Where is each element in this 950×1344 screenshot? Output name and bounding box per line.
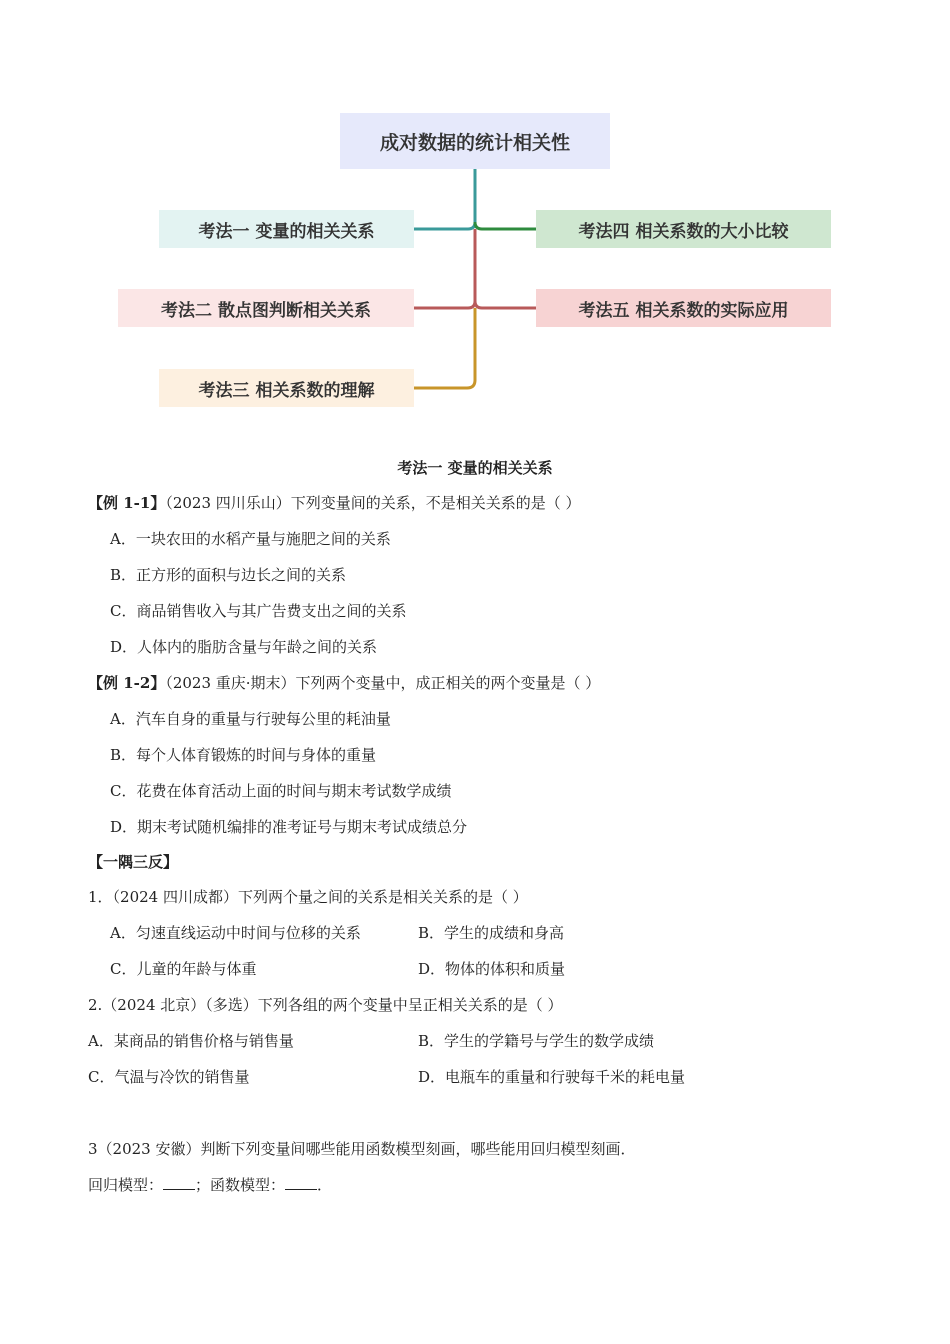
example-1-2 (88, 673, 600, 693)
function-model-label: ；函数模型： (195, 1176, 286, 1194)
example-stem: （2023 四川乐山）下列变量间的关系，不是相关关系的是（ ） (165, 494, 581, 512)
q2-option-c: C．气温与冷饮的销售量 (88, 1068, 250, 1086)
connector-branch-4 (475, 222, 536, 229)
ex1-option-b: B．正方形的面积与边长之间的关系 (110, 566, 347, 584)
connector-branch-3 (414, 308, 475, 388)
q2-option-a: A．某商品的销售价格与销售量 (88, 1032, 294, 1050)
section-title: 考法一 变量的相关关系 (397, 459, 553, 477)
ex2-option-c: C．花费在体育活动上面的时间与期末考试数学成绩 (110, 782, 452, 800)
mindmap-node-method-5: 考法五 相关系数的实际应用 (536, 289, 831, 327)
connector-branch-5 (475, 301, 536, 308)
q1-option-d: D．物体的体积和质量 (418, 960, 566, 978)
q1-option-b: B．学生的成绩和身高 (418, 924, 565, 942)
ex2-option-d: D．期末考试随机编排的准考证号与期末考试成绩总分 (110, 818, 468, 836)
regression-model-label: 回归模型： (88, 1176, 164, 1194)
example-1-1 (88, 493, 581, 513)
ex1-option-c: C．商品销售收入与其广告费支出之间的关系 (110, 602, 407, 620)
answer-line-end: ． (317, 1176, 333, 1194)
mindmap-root-node: 成对数据的统计相关性 (340, 113, 610, 169)
ex2-option-a: A．汽车自身的重量与行驶每公里的耗油量 (110, 710, 391, 728)
q1-option-a: A．匀速直线运动中时间与位移的关系 (110, 924, 361, 942)
ex2-option-b: B．每个人体育锻炼的时间与身体的重量 (110, 746, 377, 764)
function-model-blank[interactable] (285, 1175, 317, 1190)
mindmap-node-method-4: 考法四 相关系数的大小比较 (536, 210, 831, 248)
example-tag: 【例 1-1】 (88, 494, 166, 512)
regression-model-blank[interactable] (163, 1175, 195, 1190)
ex1-option-d: D．人体内的脂肪含量与年龄之间的关系 (110, 638, 378, 656)
mindmap-node-method-1: 考法一 变量的相关关系 (159, 210, 414, 248)
practice-q3-answer-line (88, 1175, 332, 1195)
q1-option-c: C．儿童的年龄与体重 (110, 960, 257, 978)
practice-q2-stem: 2.（2024 北京）（多选）下列各组的两个变量中呈正相关关系的是（ ） (88, 996, 563, 1014)
connector-branch-2 (414, 301, 475, 308)
practice-q1-stem: 1．（2024 四川成都）下列两个量之间的关系是相关关系的是（ ） (88, 888, 528, 906)
practice-q3-stem: 3（2023 安徽）判断下列变量间哪些能用函数模型刻画，哪些能用回归模型刻画． (88, 1140, 636, 1158)
ex1-option-a: A．一块农田的水稻产量与施肥之间的关系 (110, 530, 391, 548)
example-stem: （2023 重庆·期末）下列两个变量中，成正相关的两个变量是（ ） (165, 674, 601, 692)
example-tag: 【例 1-2】 (88, 674, 166, 692)
mindmap-node-method-2: 考法二 散点图判断相关关系 (118, 289, 414, 327)
mindmap-node-method-3: 考法三 相关系数的理解 (159, 369, 414, 407)
practice-header: 【一隅三反】 (88, 853, 179, 871)
q2-option-b: B．学生的学籍号与学生的数学成绩 (418, 1032, 655, 1050)
q2-option-d: D．电瓶车的重量和行驶每千米的耗电量 (418, 1068, 686, 1086)
connector-branch-1 (414, 222, 475, 229)
